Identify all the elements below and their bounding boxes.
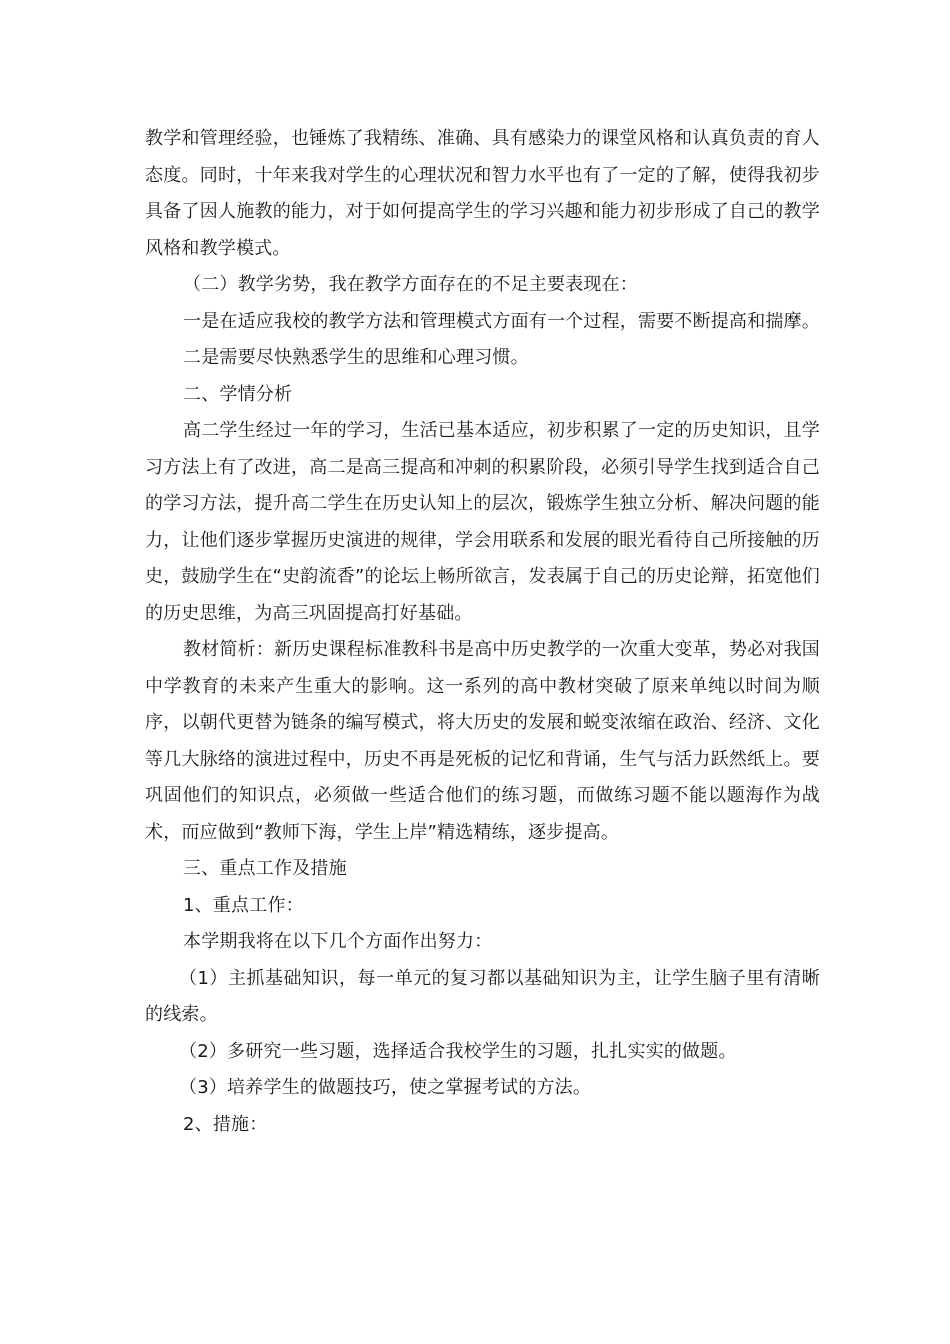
subheading-measures: 2、措施： [183, 1113, 268, 1135]
paragraph-teaching-weakness-heading: （二）教学劣势，我在教学方面存在的不足主要表现在： [183, 274, 638, 295]
paragraph-weakness-one: 一是在适应我校的教学方法和管理模式方面有一个过程，需要不断提高和揣摩。 [183, 310, 820, 332]
document-body [145, 121, 820, 1143]
list-item-exercises: （2）多研究一些习题，选择适合我校学生的习题，扎扎实实的做题。 [179, 1040, 737, 1062]
subheading-key-work: 1、重点工作： [183, 894, 304, 916]
paragraph-teaching-experience: 教学和管理经验，也锤炼了我精练、准确、具有感染力的课堂风格和认真负责的育人态度。同时，十年来我对学生的心理状况和智力水平也有了一定的了解，使得我初步具备了因人施教的能力，对于如何提高学生的学习兴趣和能力初步形成了自己的教学风格和教学模式。 [145, 128, 820, 259]
list-item-test-skills: （3）培养学生的做题技巧，使之掌握考试的方法。 [179, 1077, 592, 1098]
section-heading-student-analysis: 二、学情分析 [183, 383, 293, 405]
paragraph-textbook-analysis: 教材简析：新历史课程标准教科书是高中历史教学的一次重大变革，势必对我国中学教育的未来产生重大的影响。这一系列的高中教材突破了原来单纯以时间为顺序，以朝代更替为链条的编写模式，将大历史的发展和蜕变浓缩在政治、经济、文化等几大脉络的演进过程中，历史不再是死板的记忆和背诵，生气与活力跃然纸上。要巩固他们的知识点，必须做一些适合他们的练习题，而做练习题不能以题海作为战术，而应做到“教师下海，学生上岸”精选精练，逐步提高。 [145, 639, 820, 843]
section-heading-key-work: 三、重点工作及措施 [183, 858, 347, 879]
paragraph-student-analysis: 高二学生经过一年的学习，生活已基本适应，初步积累了一定的历史知识，且学习方法上有了改进，高二是高三提高和冲刺的积累阶段，必须引导学生找到适合自己的学习方法，提升高二学生在历史认知上的层次，锻炼学生独立分析、解决问题的能力，让他们逐步掌握历史演进的规律，学会用联系和发展的眼光看待自己所接触的历史，鼓励学生在“史韵流香”的论坛上畅所欲言，发表属于自己的历史论辩，拓宽他们的历史思维，为高三巩固提高打好基础。 [145, 420, 820, 624]
paragraph-weakness-two: 二是需要尽快熟悉学生的思维和心理习惯。 [183, 347, 529, 368]
list-item-basic-knowledge: （1）主抓基础知识，每一单元的复习都以基础知识为主，让学生脑子里有清晰的线索。 [145, 967, 820, 1025]
paragraph-efforts-intro: 本学期我将在以下几个方面作出努力： [183, 931, 493, 952]
